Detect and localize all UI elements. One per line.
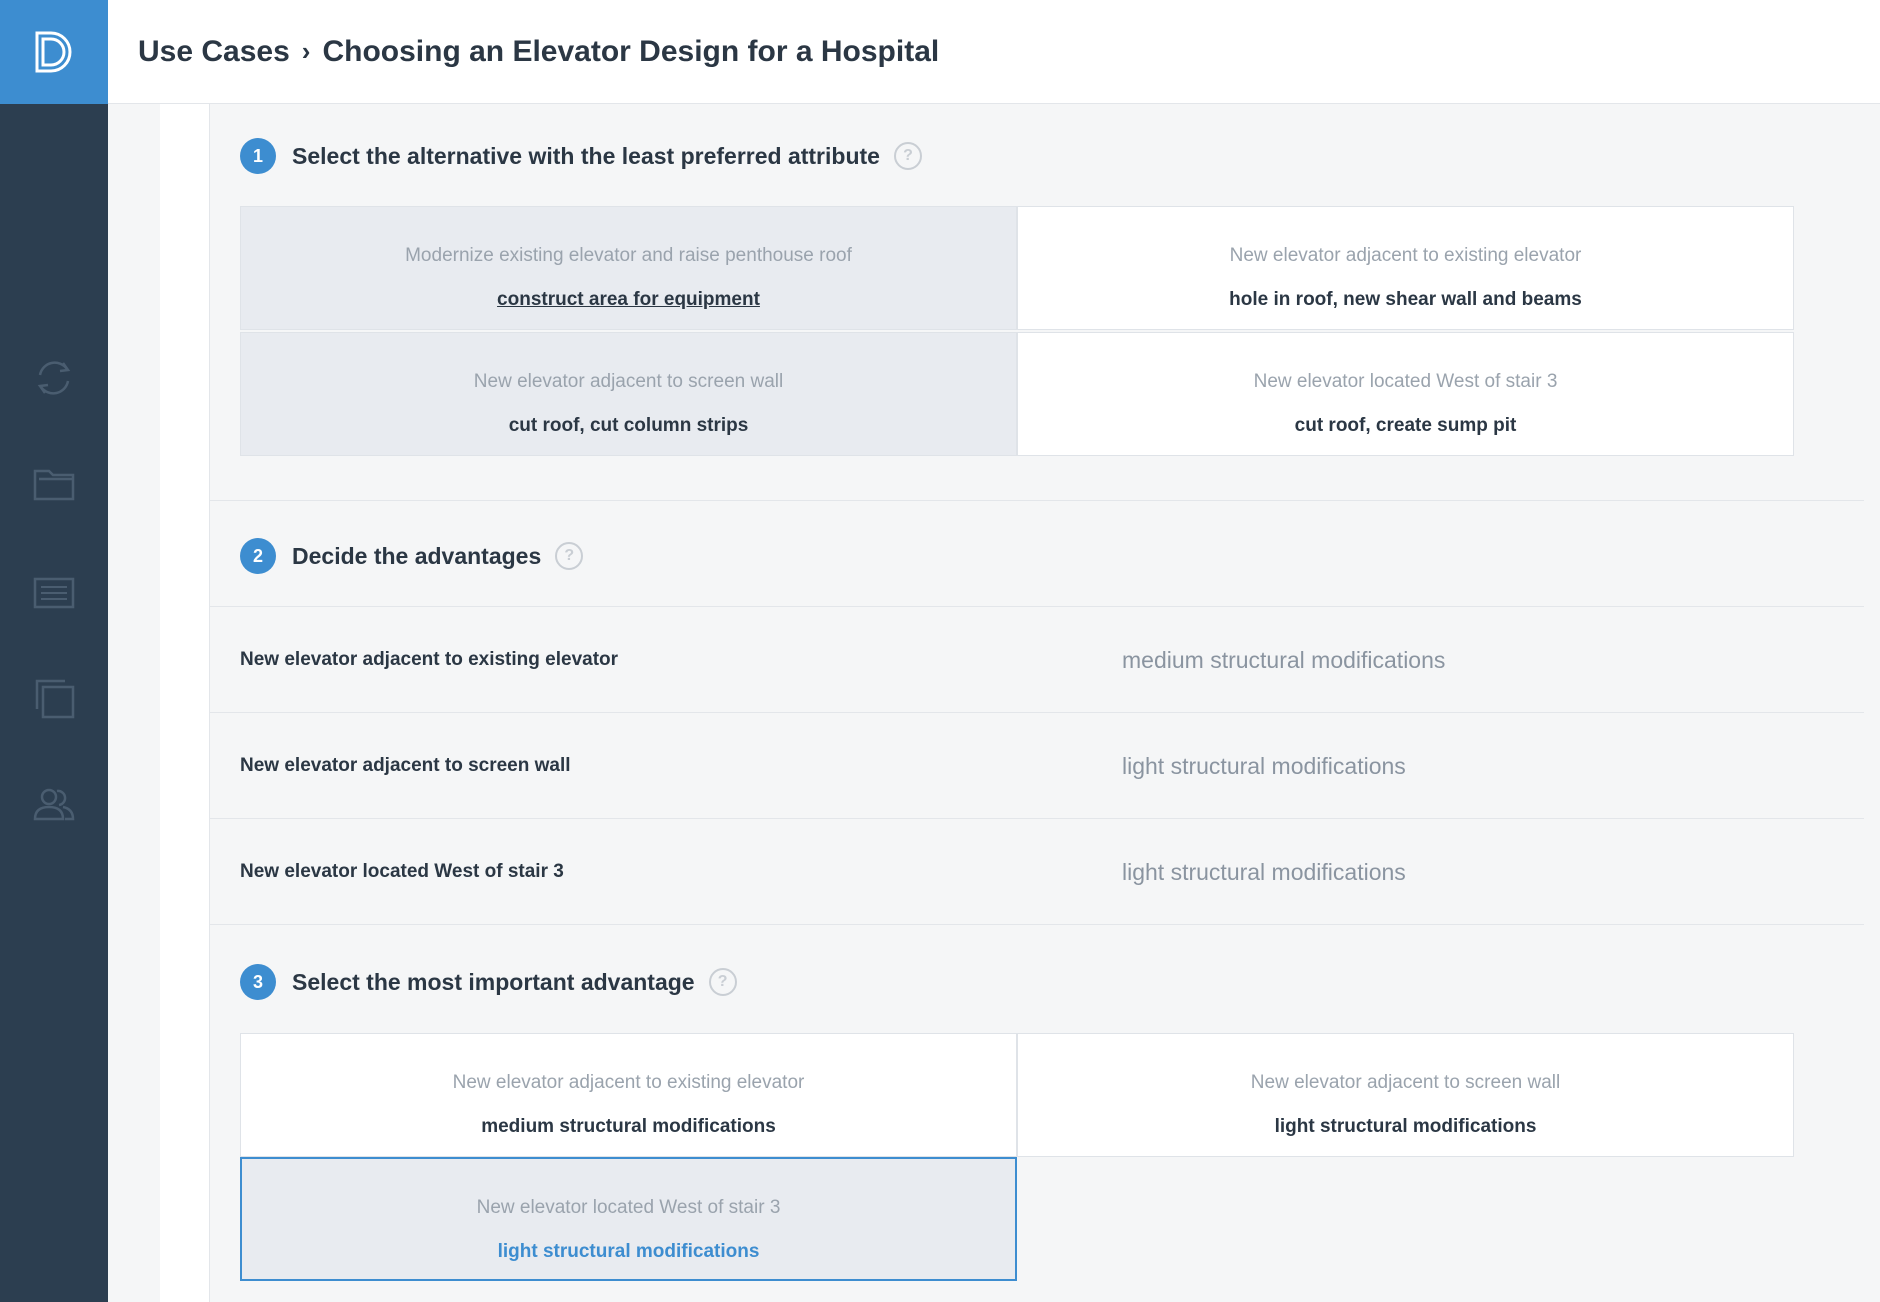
copy-icon[interactable]: [29, 673, 79, 723]
alternative-title: New elevator adjacent to screen wall: [473, 371, 784, 392]
advantage-value[interactable]: light structural modifications: [1122, 859, 1406, 885]
advantage-row: [210, 606, 1864, 712]
advantage-card-title: New elevator adjacent to existing elevator: [452, 1072, 805, 1093]
advantage-card-value: light structural modifications: [1274, 1116, 1537, 1137]
alternative-attribute: cut roof, cut column strips: [508, 415, 749, 436]
advantage-value[interactable]: light structural modifications: [1122, 753, 1406, 779]
advantage-row: [210, 712, 1864, 818]
alternative-attribute: cut roof, create sump pit: [1294, 415, 1517, 436]
sidebar: [0, 0, 108, 1302]
step-1-header: [240, 138, 922, 174]
logo-icon: [31, 29, 77, 75]
breadcrumb-separator: ›: [301, 36, 311, 66]
help-icon[interactable]: ?: [555, 542, 583, 570]
section-divider: [210, 500, 1864, 501]
list-icon[interactable]: [29, 567, 79, 617]
advantage-card[interactable]: [1017, 1033, 1794, 1157]
step-2-header: [240, 538, 583, 574]
decision-panel: [210, 104, 1864, 1302]
content-gutter: [160, 104, 210, 1302]
advantage-card-value: medium structural modifications: [481, 1116, 776, 1137]
alternative-title: New elevator located West of stair 3: [1253, 371, 1558, 392]
alternative-card[interactable]: [240, 332, 1017, 456]
alternative-attribute: construct area for equipment: [497, 289, 760, 310]
alternative-card[interactable]: [1017, 206, 1794, 330]
alternative-attribute: hole in roof, new shear wall and beams: [1229, 289, 1582, 310]
advantage-card-title: New elevator located West of stair 3: [476, 1197, 781, 1218]
breadcrumb: [108, 0, 1880, 104]
step-3-number: 3: [240, 964, 276, 1000]
advantage-alternative: New elevator located West of stair 3: [240, 861, 564, 882]
step-1-title: Select the alternative with the least preferred attribute: [292, 142, 880, 169]
advantage-alternative: New elevator adjacent to screen wall: [240, 755, 571, 776]
alternative-title: New elevator adjacent to existing elevator: [1229, 245, 1582, 266]
advantage-value[interactable]: medium structural modifications: [1122, 647, 1446, 673]
page-title: Choosing an Elevator Design for a Hospital: [322, 34, 940, 68]
step-2-number: 2: [240, 538, 276, 574]
section-divider: [210, 924, 1864, 925]
advantage-card-selected[interactable]: [240, 1157, 1017, 1281]
step-1-number: 1: [240, 138, 276, 174]
advantage-card-title: New elevator adjacent to screen wall: [1250, 1072, 1561, 1093]
advantage-alternative: New elevator adjacent to existing elevator: [240, 649, 619, 670]
step-2-title: Decide the advantages: [292, 542, 542, 569]
help-icon[interactable]: ?: [894, 142, 922, 170]
advantage-card-value: light structural modifications: [497, 1241, 760, 1262]
alternative-title: Modernize existing elevator and raise penthouse roof: [405, 245, 852, 266]
alternative-card[interactable]: [1017, 332, 1794, 456]
advantage-row: [210, 818, 1864, 924]
breadcrumb-root[interactable]: Use Cases: [138, 34, 290, 68]
step-3-header: [240, 964, 737, 1000]
app-logo[interactable]: [0, 0, 108, 104]
help-icon[interactable]: ?: [709, 968, 737, 996]
users-icon[interactable]: [29, 779, 79, 829]
main-content: [108, 104, 1880, 1302]
refresh-icon[interactable]: [29, 353, 79, 403]
advantage-card[interactable]: [240, 1033, 1017, 1157]
step-3-title: Select the most important advantage: [292, 968, 695, 995]
folder-icon[interactable]: [29, 459, 79, 509]
alternative-card[interactable]: [240, 206, 1017, 330]
